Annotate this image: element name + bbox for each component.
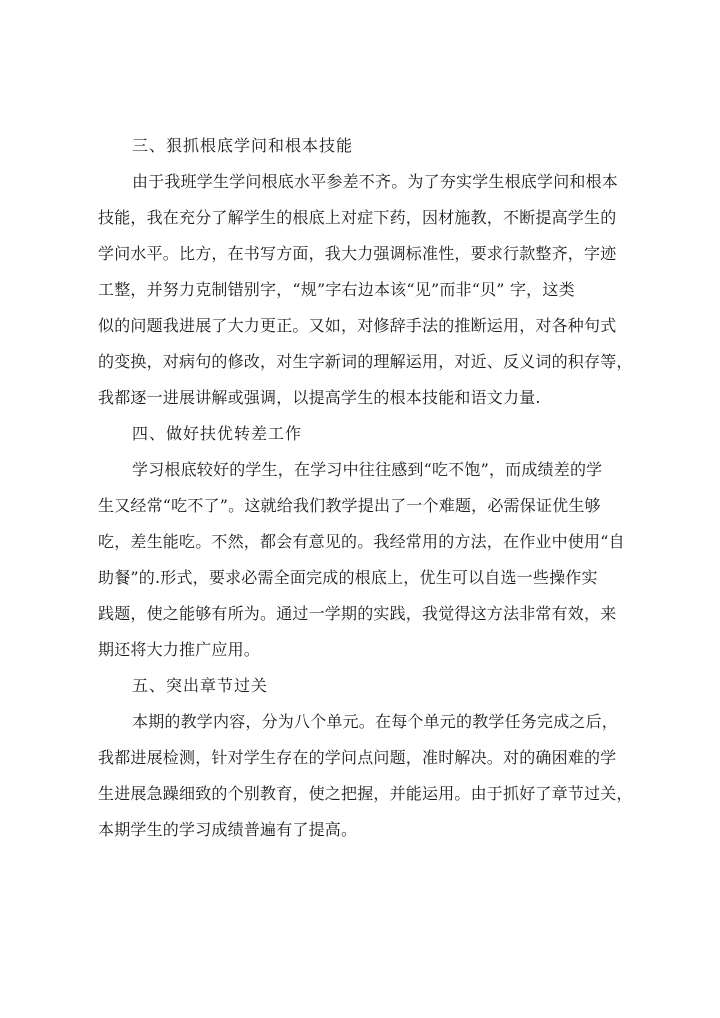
section-heading: 三、狠抓根底学问和根本技能 — [132, 136, 354, 155]
paragraph-line: 助餐”的.形式，要求必需全面完成的根底上，优生可以自选一些操作实 — [98, 568, 598, 587]
document-body — [98, 128, 638, 848]
paragraph-line: 吃，差生能吃。不然，都会有意见的。我经常用的方法，在作业中使用“自 — [98, 532, 625, 551]
paragraph-line: 技能，我在充分了解学生的根底上对症下药，因材施教，不断提高学生的 — [98, 208, 617, 227]
paragraph-line: 本期的教学内容，分为八个单元。在每个单元的教学任务完成之后， — [132, 712, 619, 731]
paragraph-line: 的变换，对病句的修改，对生字新词的理解运用，对近、反义词的积存等， — [98, 352, 633, 371]
paragraph-line: 践题，使之能够有所为。通过一学期的实践，我觉得这方法非常有效，来 — [98, 604, 617, 623]
section-5 — [98, 668, 638, 848]
section-paragraph — [98, 452, 638, 668]
section-4 — [98, 416, 638, 668]
paragraph-line: 期还将大力推广应用。 — [98, 640, 261, 659]
paragraph-line: 由于我班学生学问根底水平参差不齐。为了夯实学生根底学问和根本 — [132, 172, 619, 191]
section-paragraph — [98, 704, 638, 848]
paragraph-line: 学问水平。比方，在书写方面，我大力强调标准性，要求行款整齐，字迹 — [98, 244, 617, 263]
section-heading: 五、突出章节过关 — [132, 676, 269, 695]
paragraph-line: 我都进展检测，针对学生存在的学问点问题，准时解决。对的确困难的学 — [98, 748, 617, 767]
paragraph-line: 学习根底较好的学生，在学习中往往感到“吃不饱”，而成绩差的学 — [132, 460, 603, 479]
paragraph-line: 生又经常“吃不了”。这就给我们教学提出了一个难题，必需保证优生够 — [98, 496, 601, 515]
section-3 — [98, 128, 638, 416]
paragraph-line: 本期学生的学习成绩普遍有了提高。 — [98, 820, 358, 839]
paragraph-line: 工整，并努力克制错别字，“规”字右边本该“见”而非“贝” 字，这类 — [98, 280, 575, 299]
paragraph-line: 我都逐一进展讲解或强调，以提高学生的根本技能和语文力量. — [98, 388, 541, 407]
paragraph-line: 似的问题我进展了大力更正。又如，对修辞手法的推断运用，对各种句式 — [98, 316, 617, 335]
section-heading: 四、做好扶优转差工作 — [132, 424, 303, 443]
paragraph-line: 生进展急躁细致的个别教育，使之把握，并能运用。由于抓好了章节过关， — [98, 784, 633, 803]
section-paragraph — [98, 164, 638, 416]
